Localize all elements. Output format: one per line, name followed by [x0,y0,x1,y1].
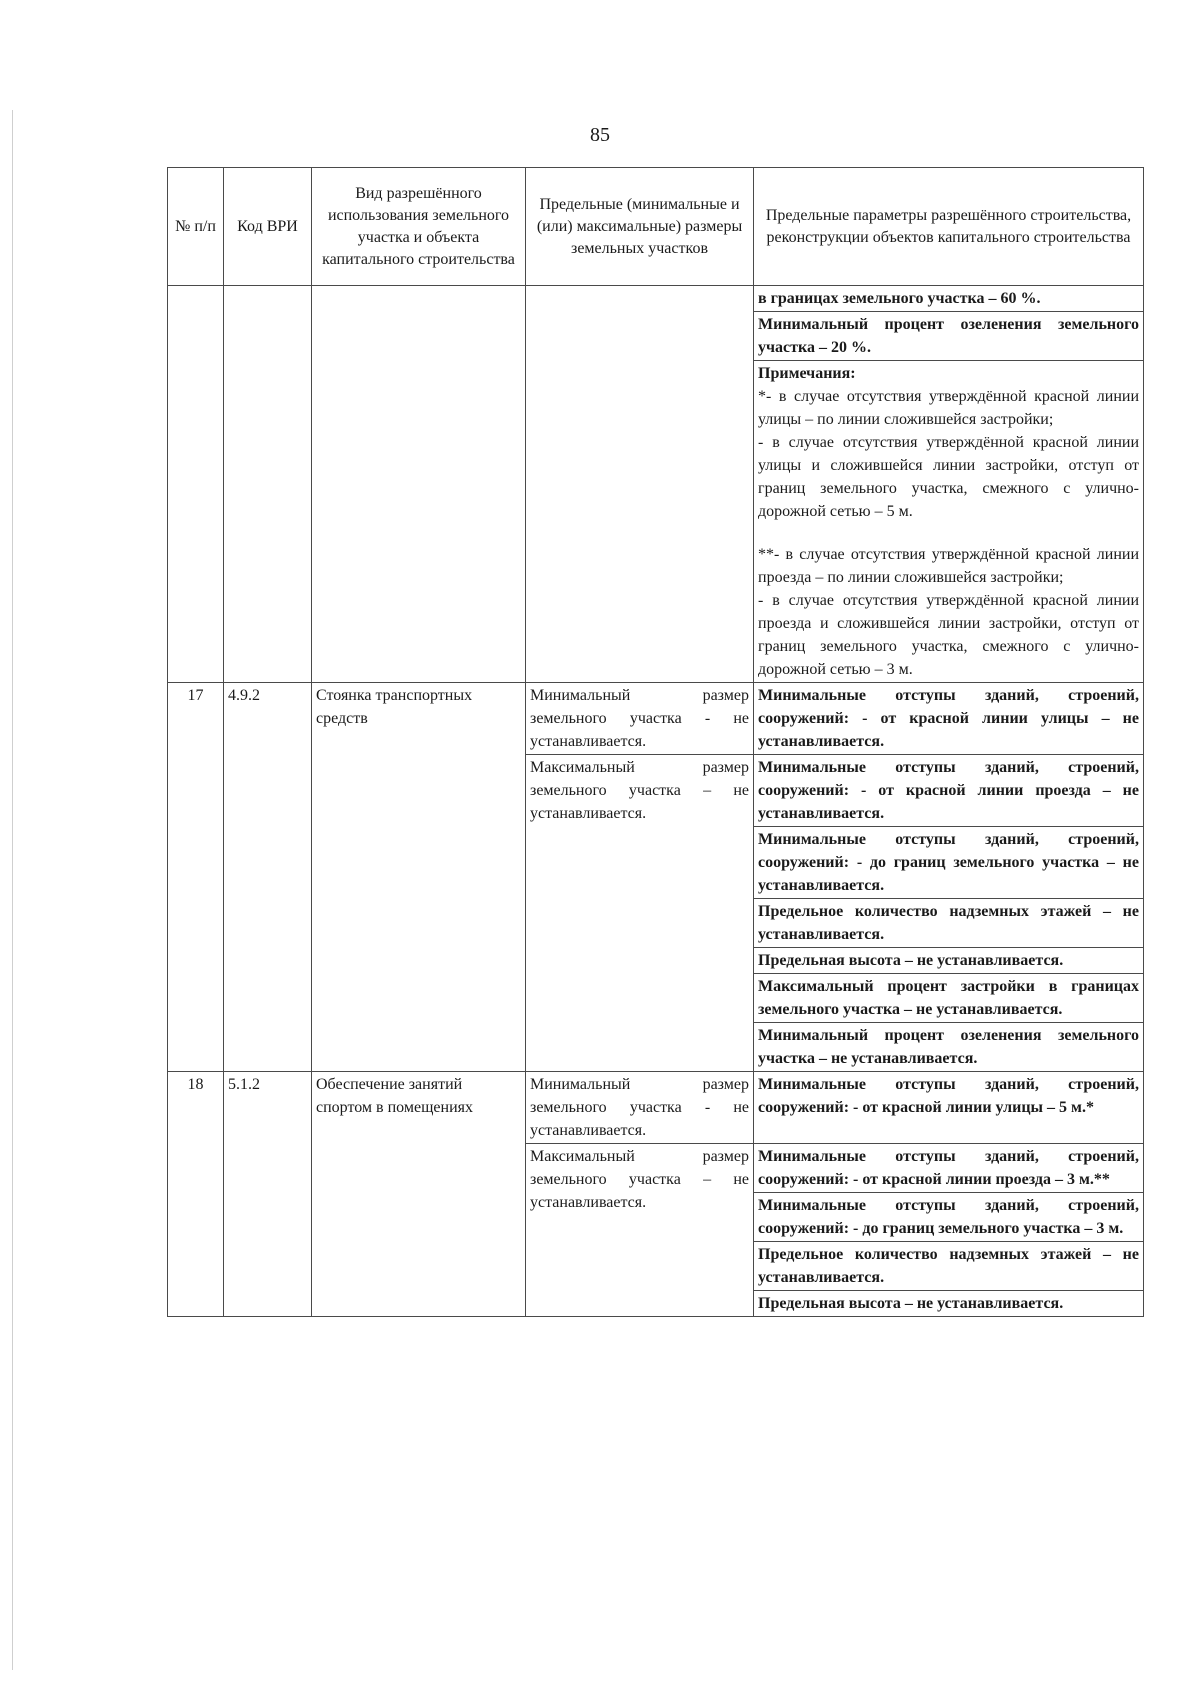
header-plot-sizes: Предельные (минимальные и (или) максимальные) размеры земельных участков [526,168,754,286]
notes-title: Примечания: [758,365,856,382]
row18-param-5: Предельная высота – не устанавливается. [754,1291,1144,1317]
row17-param-1: Минимальные отступы зданий, строений, сооружений: - от красной линии улицы – не устанавливается. [754,683,1144,755]
cont-notes [754,361,1144,683]
row17-param-2: Минимальные отступы зданий, строений, сооружений: - от красной линии проезда – не устанавливается. [754,755,1144,827]
row17-size-min: Минимальный размер земельного участка - не устанавливается. [526,683,754,755]
scan-edge-line [12,110,13,1670]
table-header-row [168,168,1144,286]
cont-param-1: в границах земельного участка – 60 %. [754,286,1144,312]
cont-param-2: Минимальный процент озеленения земельного участка – 20 %. [754,312,1144,361]
row18-size-max: Максимальный размер земельного участка – не устанавливается. [526,1144,754,1317]
row18-param-3: Минимальные отступы зданий, строений, сооружений: - до границ земельного участка – 3 м. [754,1193,1144,1242]
table-row-17 [168,683,1144,755]
note-2b: - в случае отсутствия утверждённой красной линии проезда и сложившейся линии застройки, отступ от границ земельного участка, смежного с улично-дорожной сетью – 3 м. [758,592,1139,678]
cont-code-cell [224,286,312,683]
note-2a: **- в случае отсутствия утверждённой красной линии проезда – по линии сложившейся застройки; [758,546,1139,586]
row18-size-min: Минимальный размер земельного участка - не устанавливается. [526,1072,754,1144]
note-1a: *- в случае отсутствия утверждённой красной линии улицы – по линии сложившейся застройки; [758,388,1139,428]
table-row-18 [168,1072,1144,1144]
header-code: Код ВРИ [224,168,312,286]
row17-size-max: Максимальный размер земельного участка – не устанавливается. [526,755,754,1072]
row18-param-1: Минимальные отступы зданий, строений, сооружений: - от красной линии улицы – 5 м.* [754,1072,1144,1144]
row18-number: 18 [168,1072,224,1317]
row17-param-5: Предельная высота – не устанавливается. [754,948,1144,974]
header-number: № п/п [168,168,224,286]
row18-param-2: Минимальные отступы зданий, строений, сооружений: - от красной линии проезда – 3 м.** [754,1144,1144,1193]
cont-num-cell [168,286,224,683]
row17-number: 17 [168,683,224,1072]
page-number: 85 [590,124,610,146]
header-use-type: Вид разрешённого использования земельного участка и объекта капитального строительства [312,168,526,286]
row17-param-6: Максимальный процент застройки в границах земельного участка – не устанавливается. [754,974,1144,1023]
header-build-params: Предельные параметры разрешённого строительства, реконструкции объектов капитального строительства [754,168,1144,286]
row17-param-3: Минимальные отступы зданий, строений, сооружений: - до границ земельного участка – не устанавливается. [754,827,1144,899]
row18-use-name: Обеспечение занятий спортом в помещениях [312,1072,526,1317]
table-row [168,286,1144,312]
regulations-table [167,167,1144,1317]
cont-size-cell [526,286,754,683]
cont-name-cell [312,286,526,683]
note-1b: - в случае отсутствия утверждённой красной линии улицы и сложившейся линии застройки, отступ от границ земельного участка, смежного с улично-дорожной сетью – 5 м. [758,434,1139,520]
row18-code: 5.1.2 [224,1072,312,1317]
row17-param-4: Предельное количество надземных этажей – не устанавливается. [754,899,1144,948]
row17-param-7: Минимальный процент озеленения земельного участка – не устанавливается. [754,1023,1144,1072]
row17-code: 4.9.2 [224,683,312,1072]
row17-use-name: Стоянка транспортных средств [312,683,526,1072]
row18-param-4: Предельное количество надземных этажей – не устанавливается. [754,1242,1144,1291]
